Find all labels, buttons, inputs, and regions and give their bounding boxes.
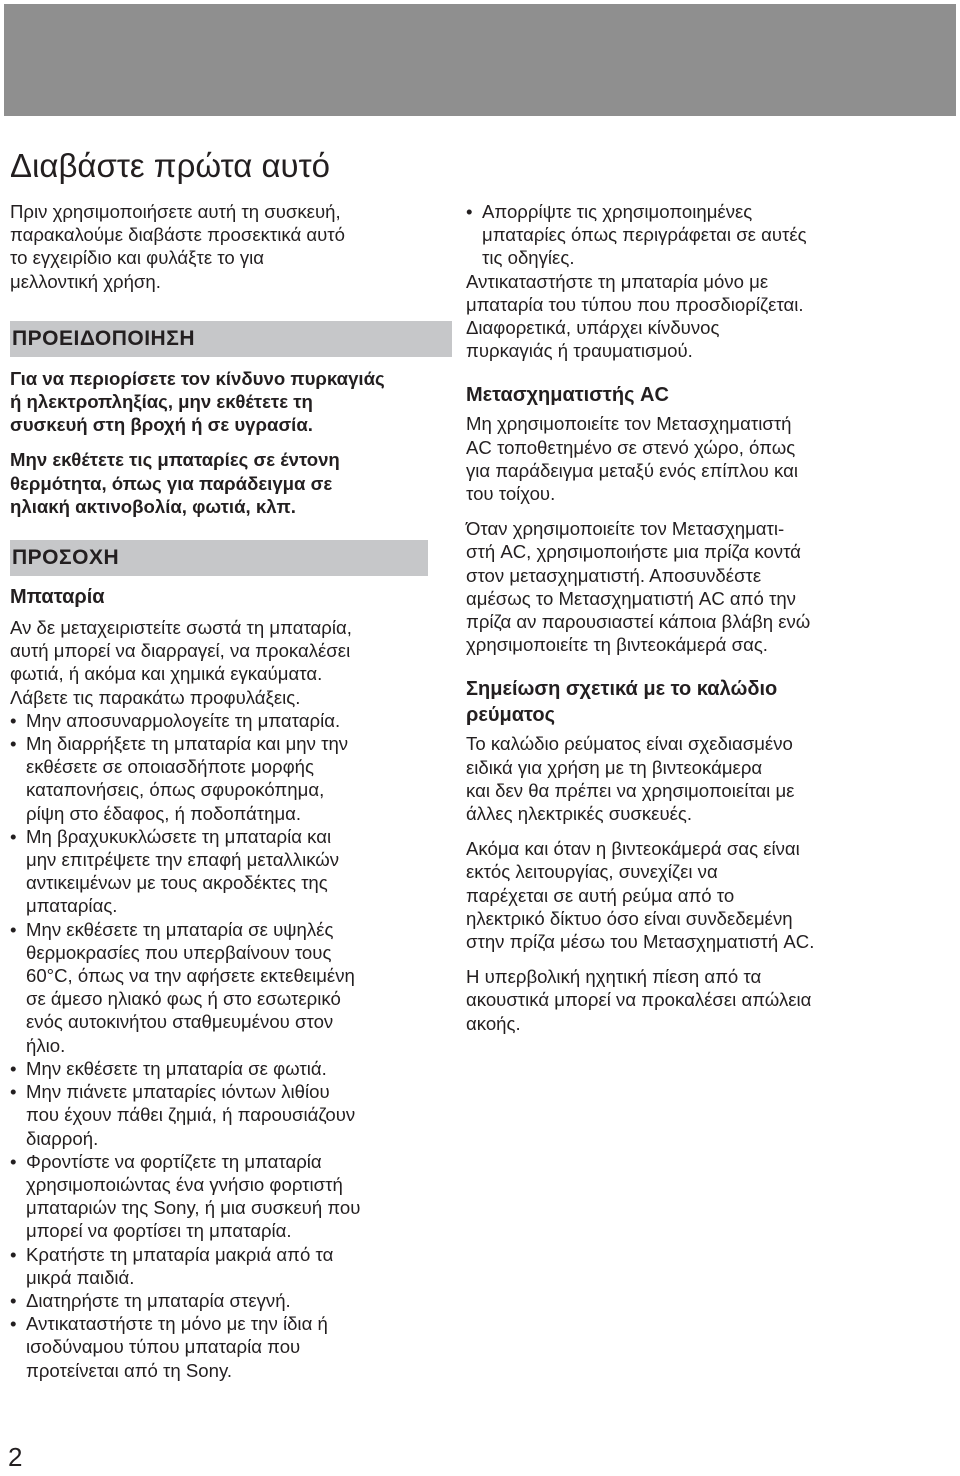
caution-heading: ΠΡΟΣΟΧΗ — [10, 540, 428, 576]
replacement-paragraph: Αντικαταστήστε τη μπαταρία μόνο με μπαταρία του τύπου που προσδιορίζεται. Διαφορετικά, υπάρχει κίνδυνος πυρκαγιάς ή τραυματισμού. — [466, 270, 804, 362]
ac-adaptor-paragraph-outlet: Όταν χρησιμοποιείτε τον Μετασχηματι- στή AC, χρησιμοποιήστε μια πρίζα κοντά στον μετασχηματιστή. Αποσυνδέστε αμέσως το Μετασχηματιστή AC από την πρίζα αν παρουσιαστεί κάποια βλάβη ενώ χρησιμοποιείτε τη βιντεοκάμερά σας. — [466, 518, 811, 656]
intro-paragraph: Πριν χρησιμοποιήσετε αυτή τη συσκευή, παρακαλούμε διαβάστε προσεκτικά αυτό το εγχειρίδιο και φυλάξτε το για μελλοντική χρήση. — [10, 201, 345, 292]
left-column — [10, 200, 450, 1382]
list-item: • Διατηρήστε τη μπαταρία στεγνή. — [10, 1289, 450, 1312]
power-cord-heading: Σημείωση σχετικά με το καλώδιο ρεύματος — [466, 678, 778, 727]
power-cord-paragraph-usage: Το καλώδιο ρεύματος είναι σχεδιασμένο ειδικά για χρήση με τη βιντεοκάμερα και δεν θα πρέπει να χρησιμοποιείται με άλλες ηλεκτρικές συσκευές. — [466, 733, 795, 825]
battery-heading: Μπαταρία — [10, 586, 105, 609]
battery-intro-paragraph: Αν δε μεταχειριστείτε σωστά τη μπαταρία, αυτή μπορεί να διαρραγεί, να προκαλέσει φωτιά, ή ακόμα και χημικά εγκαύματα. Λάβετε τις παρακάτω προφυλάξεις. — [10, 617, 352, 708]
disposal-list — [466, 200, 912, 270]
list-item: • Μην εκθέσετε τη μπαταρία σε υψηλές θερμοκρασίες που υπερβαίνουν τους 60°C, όπως να την αφήσετε εκτεθειμένη σε άμεσο ηλιακό φως ή στο εσωτερικό ενός αυτοκινήτου σταθμευμένου στον ήλιο. — [10, 918, 450, 1057]
page-number: 2 — [8, 1442, 23, 1472]
headphones-paragraph: Η υπερβολική ηχητική πίεση από τα ακουστικά μπορεί να προκαλέσει απώλεια ακοής. — [466, 966, 812, 1034]
warning-paragraph-fire: Για να περιορίσετε τον κίνδυνο πυρκαγιάς ή ηλεκτροπληξίας, μην εκθέτετε τη συσκευή στη βροχή ή σε υγρασία. — [10, 367, 385, 436]
list-item: • Μη βραχυκυκλώσετε τη μπαταρία και μην επιτρέψετε την επαφή μεταλλικών αντικειμένων με τους ακροδέκτες της μπαταρίας. — [10, 825, 450, 918]
page-title: Διαβάστε πρώτα αυτό — [10, 147, 330, 184]
header-band — [4, 4, 956, 116]
power-cord-paragraph-power: Ακόμα και όταν η βιντεοκάμερά σας είναι εκτός λειτουργίας, συνεχίζει να παρέχεται σε αυτή ρεύμα από το ηλεκτρικό δίκτυο όσο είναι συνδεδεμένη στην πρίζα μέσω του Μετασχηματιστή AC. — [466, 838, 815, 953]
list-item: • Μην εκθέσετε τη μπαταρία σε φωτιά. — [10, 1057, 450, 1080]
list-item: • Αντικαταστήστε τη μόνο με την ίδια ή ισοδύναμου τύπου μπαταρία που προτείνεται από τη Sony. — [10, 1312, 450, 1382]
list-item: • Φροντίστε να φορτίζετε τη μπαταρία χρησιμοποιώντας ένα γνήσιο φορτιστή μπαταριών της Sony, ή μια συσκευή που μπορεί να φορτίσει τη μπαταρία. — [10, 1150, 450, 1243]
battery-precautions-list — [10, 709, 450, 1382]
ac-adaptor-heading: Μετασχηματιστής AC — [466, 384, 669, 407]
right-column — [466, 200, 912, 1035]
warning-heading: ΠΡΟΕΙΔΟΠΟΙΗΣΗ — [10, 321, 452, 357]
list-item: • Κρατήστε τη μπαταρία μακριά από τα μικρά παιδιά. — [10, 1243, 450, 1289]
list-item: • Μην αποσυναρμολογείτε τη μπαταρία. — [10, 709, 450, 732]
ac-adaptor-paragraph-placement: Μη χρησιμοποιείτε τον Μετασχηματιστή AC τοποθετημένο σε στενό χώρο, όπως για παράδειγμα μεταξύ ενός επίπλου και του τοίχου. — [466, 413, 798, 505]
list-item: • Μη διαρρήξετε τη μπαταρία και μην την εκθέσετε σε οποιασδήποτε μορφής καταπονήσεις, όπως σφυροκόπημα, ρίψη στο έδαφος, ή ποδοπάτημα. — [10, 732, 450, 825]
warning-paragraph-battery-heat: Μην εκθέτετε τις μπαταρίες σε έντονη θερμότητα, όπως για παράδειγμα σε ηλιακή ακτινοβολία, φωτιά, κλπ. — [10, 449, 340, 517]
list-item: • Μην πιάνετε μπαταρίες ιόντων λιθίου που έχουν πάθει ζημιά, ή παρουσιάζουν διαρροή. — [10, 1080, 450, 1150]
list-item: • Απορρίψτε τις χρησιμοποιημένες μπαταρίες όπως περιγράφεται σε αυτές τις οδηγίες. — [466, 200, 912, 270]
